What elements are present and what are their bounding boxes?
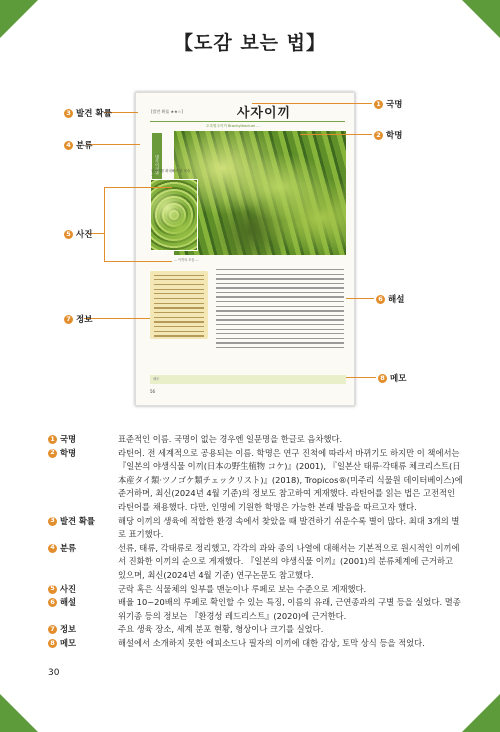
legend-number-badge: 8 bbox=[48, 639, 57, 648]
callout-label: 메모 bbox=[390, 374, 407, 384]
callout-class bbox=[64, 139, 92, 151]
memo-bar: 메모 bbox=[150, 375, 346, 384]
legend-term: 발견 확률 bbox=[60, 515, 95, 526]
legend-text: 선류, 태류, 각태류로 정리했고, 각각의 과와 종의 나열에 대해서는 기본적으로 원시적인 이끼에서 진화한 이끼의 순으로 게재했다. 『일본의 야생식물 이끼』(2001)의 분류체계에 근거하고 있으며, 최신(2024년 4월 기준) 연구논문도 참고했다. bbox=[118, 542, 460, 580]
sample-side-tab: 명주이끼과 bbox=[152, 133, 162, 197]
legend-list bbox=[48, 433, 463, 651]
legend-text: 해당 이끼의 생육에 적합한 환경 속에서 찾았을 때 발견하기 쉬운수록 별이 많다. 최대 3개의 별로 표기했다. bbox=[118, 515, 460, 540]
legend-term: 학명 bbox=[60, 447, 77, 458]
legend-text: 군락 혹은 식물체의 일부를 맨눈이나 루페로 보는 수준으로 게재했다. bbox=[118, 583, 367, 594]
leader-name bbox=[252, 103, 372, 104]
moss-photo bbox=[174, 131, 346, 255]
callout-rate bbox=[64, 107, 112, 119]
callout-name bbox=[374, 98, 402, 110]
leader-desc bbox=[346, 298, 374, 299]
callout-label: 분류 bbox=[76, 141, 93, 151]
callout-number-badge: 5 bbox=[64, 230, 73, 239]
legend-text: 배율 10~20배의 루페로 확인할 수 있는 특징, 이름의 유래, 근연종과의 구별 등을 실었다. 멸종위기종 등의 정보는 『환경성 레드리스트』(2020)에 근거한다. bbox=[118, 597, 461, 621]
legend-term: 분류 bbox=[60, 542, 77, 553]
leader-photo-v bbox=[104, 187, 105, 262]
sample-title: 사자이끼 bbox=[236, 106, 292, 121]
legend-item bbox=[48, 433, 463, 447]
callout-info bbox=[64, 313, 92, 325]
legend-number-badge: 4 bbox=[48, 544, 57, 553]
leader-sci bbox=[300, 134, 372, 135]
legend-item bbox=[48, 596, 463, 623]
legend-text: 라틴어. 전 세계적으로 공용되는 이름. 학명은 연구 진척에 따라서 바뀌기도 하지만 이 책에서는 『일본의 야생식물 이끼(日本の野生植物 コケ)』(2001), 『일본산 태류·각태류 체크리스트(日本産タイ類·ツノゴケ類チェックリスト)』(2018), Tropicos®(미주리 식물원 데이터베이스)에 준거하며, 최신(2024년 4월 기준)의 정보도 참고하여 게재했다. 라틴어를 읽는 법은 고전적인 라틴어를 채용했다. 다만, 인명에 기원한 학명은 가능한 본래 발음을 따르고자 했다. bbox=[118, 447, 463, 512]
title-rule bbox=[150, 121, 345, 122]
page-heading: 【도감 보는 법】 bbox=[174, 32, 326, 54]
callout-number-badge: 3 bbox=[64, 109, 73, 118]
sample-rating: [발견 확률 ★★☆] bbox=[151, 109, 183, 114]
callout-photo bbox=[64, 228, 92, 240]
callout-number-badge: 8 bbox=[378, 374, 387, 383]
callout-sci bbox=[374, 129, 402, 141]
callout-label: 학명 bbox=[386, 131, 403, 141]
sample-sci-line: 초록명주이끼 Brachythecium ... bbox=[206, 124, 260, 128]
leader-memo bbox=[346, 377, 376, 378]
legend-item bbox=[48, 542, 463, 583]
callout-label: 해설 bbox=[388, 295, 405, 305]
legend-term: 메모 bbox=[60, 637, 77, 648]
leader-info bbox=[84, 318, 150, 319]
legend-item bbox=[48, 623, 463, 637]
legend-item bbox=[48, 637, 463, 651]
legend-term: 사진 bbox=[60, 583, 77, 594]
moss-closeup-photo bbox=[150, 179, 198, 251]
legend-number-badge: 5 bbox=[48, 585, 57, 594]
corner-decoration-bottom-right bbox=[462, 694, 500, 732]
legend-item bbox=[48, 583, 463, 597]
legend-number-badge: 1 bbox=[48, 435, 57, 444]
legend-term: 국명 bbox=[60, 434, 77, 444]
photo-caption: ... 이끼의 모습 ... bbox=[174, 258, 199, 262]
callout-memo bbox=[378, 372, 406, 384]
legend-term: 해설 bbox=[60, 597, 77, 608]
callout-label: 정보 bbox=[76, 315, 93, 325]
sample-page-number: 56 bbox=[150, 389, 156, 394]
callout-number-badge: 6 bbox=[376, 295, 385, 304]
callout-label: 국명 bbox=[386, 100, 403, 110]
leader-photo-top bbox=[104, 187, 172, 188]
legend-text: 해설에서 소개하지 못한 에피소드나 필자의 이끼에 대한 감상, 토막 상식 등을 적었다. bbox=[118, 637, 425, 648]
page-number: 30 bbox=[48, 668, 60, 678]
info-box bbox=[150, 271, 208, 339]
leader-class bbox=[86, 144, 140, 145]
callout-number-badge: 2 bbox=[374, 131, 383, 140]
legend-item bbox=[48, 515, 463, 542]
legend-text: 표준적인 이름. 국명이 없는 경우엔 일문명을 한글로 음차했다. bbox=[118, 434, 343, 444]
legend-number-badge: 2 bbox=[48, 449, 57, 458]
corner-decoration-bottom-left bbox=[0, 694, 38, 732]
legend-number-badge: 3 bbox=[48, 517, 57, 526]
inset-caption: 잎사귀를 확대해서 본 모습 ... bbox=[151, 169, 191, 177]
callout-label: 사진 bbox=[76, 230, 93, 240]
callout-number-badge: 1 bbox=[374, 100, 383, 109]
legend-term: 정보 bbox=[60, 624, 77, 635]
legend-text: 주요 생육 장소, 세계 분포 현황, 형상이나 크기를 실었다. bbox=[118, 624, 324, 635]
callout-number-badge: 7 bbox=[64, 315, 73, 324]
legend-number-badge: 6 bbox=[48, 598, 57, 607]
callout-label: 발견 확률 bbox=[76, 109, 112, 119]
callout-number-badge: 4 bbox=[64, 141, 73, 150]
leader-photo-bottom bbox=[104, 261, 172, 262]
description-text bbox=[216, 269, 344, 355]
legend-item bbox=[48, 447, 463, 515]
sample-page bbox=[135, 92, 355, 406]
callout-desc bbox=[376, 293, 404, 305]
legend-number-badge: 7 bbox=[48, 625, 57, 634]
